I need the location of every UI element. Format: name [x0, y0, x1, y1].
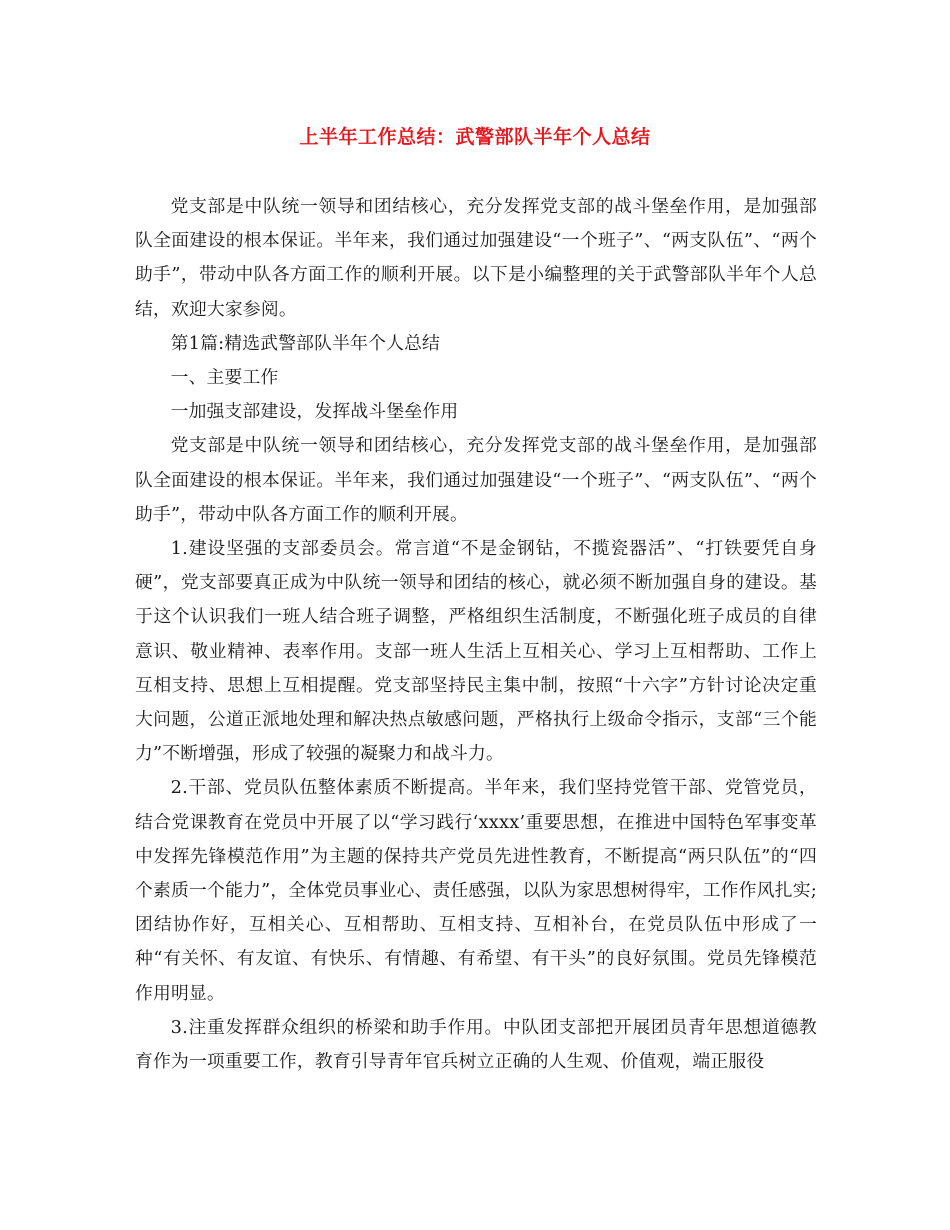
- section-heading: 一、主要工作: [170, 367, 279, 389]
- subsection-heading: 一加强支部建设，发挥战斗堡垒作用: [170, 401, 459, 423]
- chapter-heading: 第1篇:精选武警部队半年个人总结: [170, 332, 441, 354]
- body-paragraph: 1.建设坚强的支部委员会。常言道“不是金钢钻，不揽瓷器活”、“打铁要凭自身硬”，党支部要真正成为中队统一领导和团结的核心，就必须不断加强自身的建设。基于这个认识我们一班人结合班子调整，严格组织生活制度，不断强化班子成员的自律意识、敬业精神、表率作用。支部一班人生活上互相关心、学习上互相帮助、工作上互相支持、思想上互相提醒。党支部坚持民主集中制，按照“十六字”方针讨论决定重大问题，公道正派地处理和解决热点敏感问题，严格执行上级命令指示，支部“三个能力”不断增强，形成了较强的凝聚力和战斗力。: [135, 538, 817, 765]
- document-body: [135, 190, 817, 1079]
- document-title: 上半年工作总结：武警部队半年个人总结: [299, 126, 651, 148]
- body-paragraph: 3.注重发挥群众组织的桥梁和助手作用。中队团支部把开展团员青年思想道德教育作为一项重要工作，教育引导青年官兵树立正确的人生观、价值观，端正服役: [135, 1016, 817, 1073]
- body-paragraph: 党支部是中队统一领导和团结核心，充分发挥党支部的战斗堡垒作用，是加强部队全面建设的根本保证。半年来，我们通过加强建设“一个班子”、“两支队伍”、“两个助手”，带动中队各方面工作的顺利开展。: [135, 435, 817, 525]
- intro-paragraph: 党支部是中队统一领导和团结核心，充分发挥党支部的战斗堡垒作用，是加强部队全面建设的根本保证。半年来，我们通过加强建设“一个班子”、“两支队伍”、“两个助手”，带动中队各方面工作的顺利开展。以下是小编整理的关于武警部队半年个人总结，欢迎大家参阅。: [135, 196, 817, 320]
- body-paragraph: 2.干部、党员队伍整体素质不断提高。半年来，我们坚持党管干部、党管党员，结合党课教育在党员中开展了以“学习践行‘xxxx’重要思想，在推进中国特色军事变革中发挥先锋模范作用”为主题的保持共产党员先进性教育，不断提高“两只队伍”的“四个素质一个能力”，全体党员事业心、责任感强，以队为家思想树得牢，工作作风扎实;团结协作好，互相关心、互相帮助、互相支持、互相补台，在党员队伍中形成了一种“有关怀、有友谊、有快乐、有情趣、有希望、有干头”的良好氛围。党员先锋模范作用明显。: [135, 777, 817, 1004]
